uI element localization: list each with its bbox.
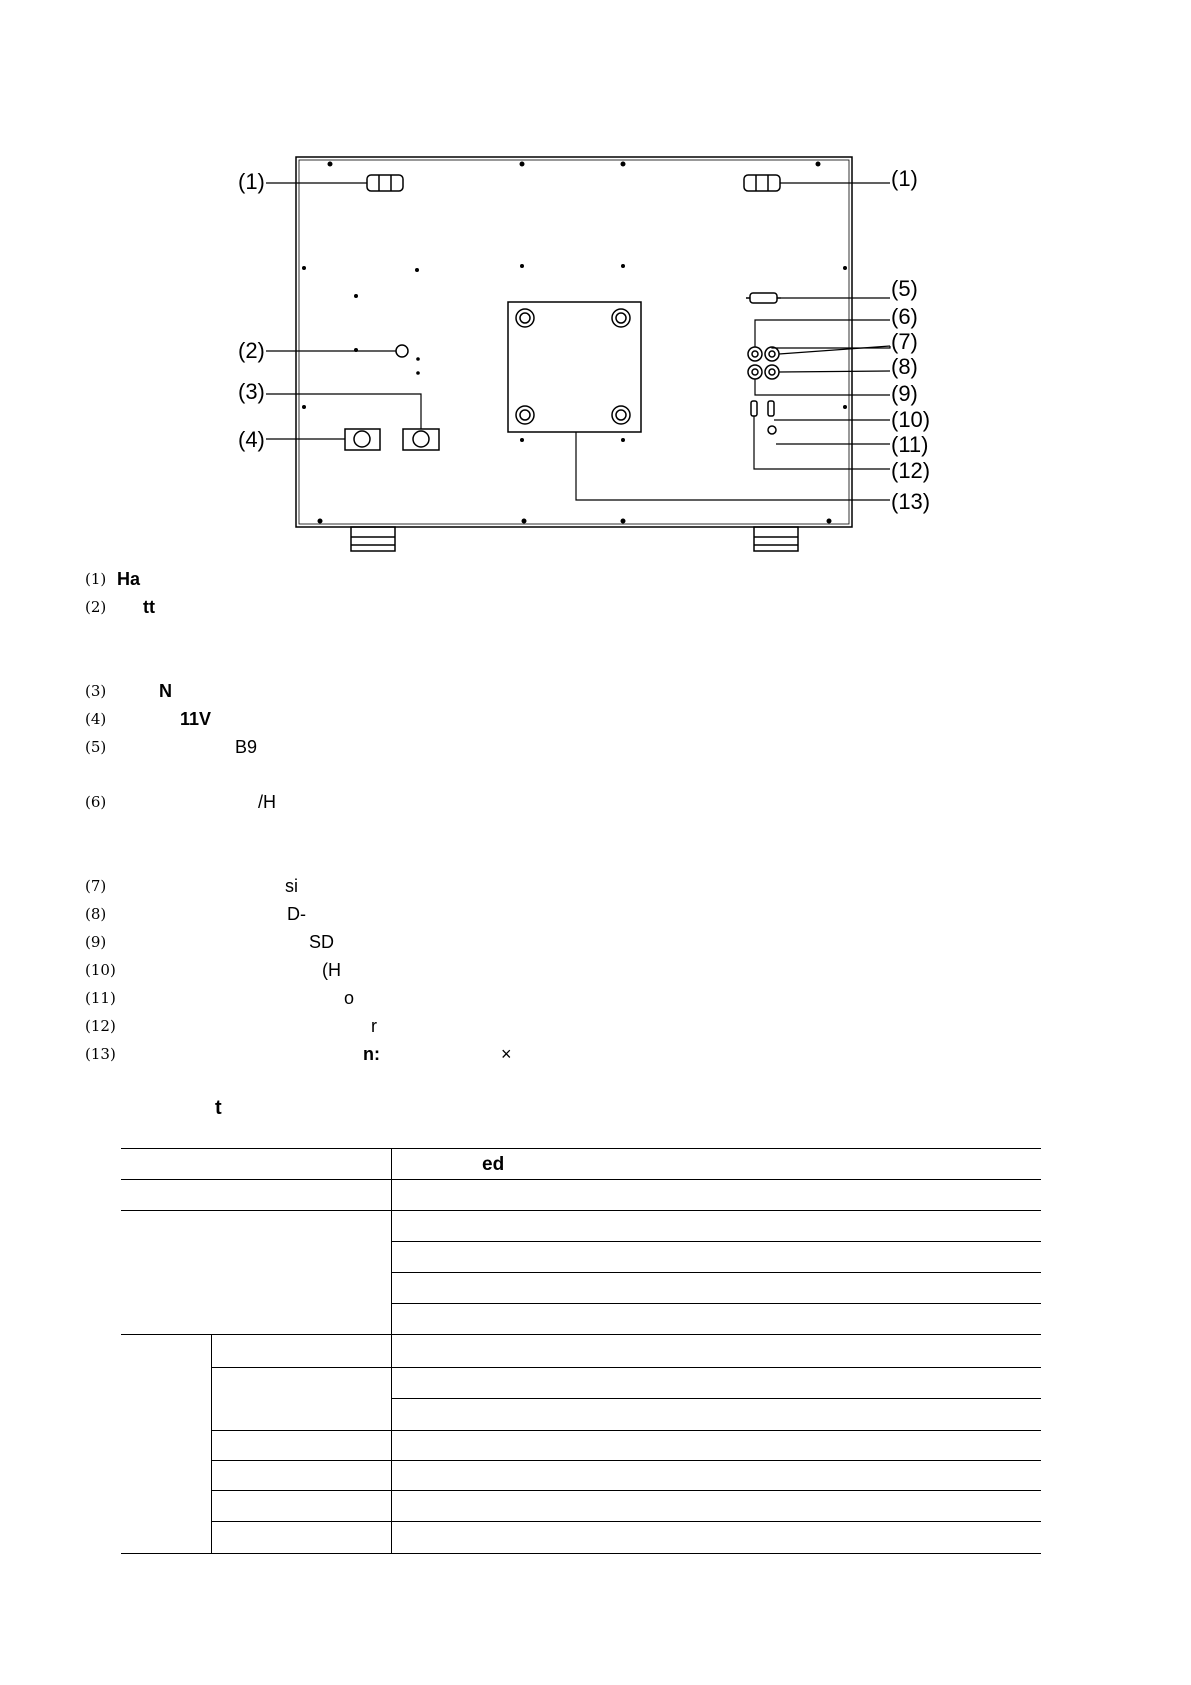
legend-label: N [159, 681, 172, 701]
monitor-back-outline [296, 157, 852, 527]
handle-left [367, 175, 403, 191]
specifications-table [121, 1148, 1041, 1554]
legend-number: (9) [85, 933, 107, 951]
callout-10: (10) [891, 407, 931, 432]
legend-number: (10) [85, 961, 116, 979]
callout-9: (9) [891, 381, 918, 406]
section-heading: t [215, 1097, 222, 1119]
legend-label: Ha [117, 569, 141, 589]
table-rule [211, 1490, 1041, 1491]
table-rule [211, 1430, 1041, 1431]
legend-label: /H [258, 792, 276, 812]
callout-3: (3) [238, 379, 265, 404]
callout-7: (7) [891, 329, 918, 354]
callout-4: (4) [238, 427, 265, 452]
audio-jack [768, 426, 776, 434]
vesa-screw-holes [516, 309, 630, 424]
legend-number: (4) [85, 710, 107, 728]
table-rule [121, 1334, 1041, 1335]
table-rule [391, 1241, 1041, 1242]
legend-label: n: [363, 1044, 380, 1064]
callout-8: (8) [891, 354, 918, 379]
monitor-foot-right [754, 527, 798, 551]
callout-5: (5) [891, 276, 918, 301]
table-rule [121, 1553, 1041, 1554]
legend-label: tt [143, 597, 155, 617]
table-rule [211, 1521, 1041, 1522]
db9-port [746, 293, 781, 303]
legend-number: (2) [85, 598, 107, 616]
legend-number: (3) [85, 682, 107, 700]
callout-6: (6) [891, 304, 918, 329]
table-rule [391, 1272, 1041, 1273]
table-header-label: ed [482, 1154, 505, 1175]
legend-label: r [371, 1016, 377, 1036]
callout-1-left: (1) [238, 169, 265, 194]
xlr-connector-right [403, 429, 439, 450]
legend-number: (13) [85, 1045, 116, 1063]
monitor-foot-left [351, 527, 395, 551]
table-rule [391, 1398, 1041, 1399]
bnc-connectors [748, 347, 779, 379]
legend-label: (H [322, 960, 341, 980]
leader-lines [266, 183, 890, 500]
table-column-rule [391, 1148, 392, 1554]
callout-12: (12) [891, 458, 931, 483]
callout-13: (13) [891, 489, 931, 514]
table-column-rule [211, 1334, 212, 1554]
legend-number: (11) [85, 989, 116, 1007]
table-rule [121, 1210, 1041, 1211]
legend-label: B9 [235, 737, 258, 757]
legend-number: (7) [85, 877, 107, 895]
hdmi-port-left [751, 401, 757, 416]
callout-2: (2) [238, 338, 265, 363]
ground-terminal [396, 345, 408, 357]
legend-number: (6) [85, 793, 107, 811]
table-rule [211, 1367, 1041, 1368]
legend-label: 11V [180, 709, 212, 729]
times-symbol: × [501, 1044, 512, 1064]
table-rule [121, 1148, 1041, 1149]
callout-1-right: (1) [891, 166, 918, 191]
table-rule [211, 1460, 1041, 1461]
legend-number: (12) [85, 1017, 116, 1035]
legend-label: D- [287, 904, 306, 924]
hdmi-port-right [768, 401, 774, 416]
legend-label: o [344, 988, 355, 1008]
rear-panel-diagram [0, 0, 1191, 565]
handle-right [744, 175, 780, 191]
callout-11: (11) [891, 432, 929, 457]
legend-number: (8) [85, 905, 107, 923]
table-rule [391, 1303, 1041, 1304]
legend-number: (1) [85, 570, 107, 588]
table-rule [121, 1179, 1041, 1180]
legend-label: si [285, 876, 298, 896]
xlr-connector-left [345, 429, 380, 450]
legend-label: SD [309, 932, 335, 952]
legend-number: (5) [85, 738, 107, 756]
